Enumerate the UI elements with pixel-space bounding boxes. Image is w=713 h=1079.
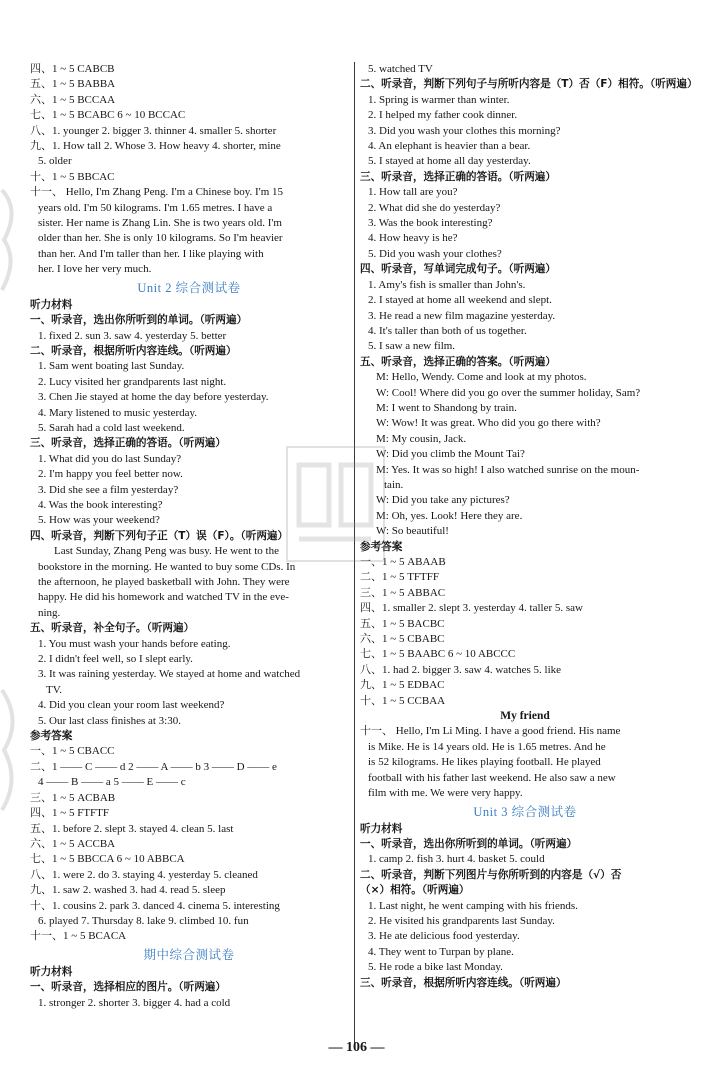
text-line: 四、1 ~ 5 CABCB [30, 63, 115, 75]
text-line: M: Hello, Wendy. Come and look at my photos. [376, 371, 587, 384]
question-heading: 一、听录音，选出你所听到的单词。（听两遍） [360, 837, 578, 850]
question-heading: 参考答案 [360, 540, 403, 553]
text-line: the afternoon, he played basketball with John. They were [38, 576, 290, 588]
text-line: football with his father last weekend. He also saw a new [368, 771, 616, 784]
text-line: 6. played 7. Thursday 8. lake 9. climbed 10. fun [38, 914, 249, 927]
text-line: 1. Spring is warmer than winter. [368, 93, 510, 106]
text-line: 3. He read a new film magazine yesterday. [368, 309, 556, 322]
question-heading: 二、听录音，判断下列图片与你所听到的内容是（√）否 [360, 868, 622, 881]
text-line: 十、1 ~ 5 CCBAA [360, 694, 446, 707]
question-heading: 听力材料 [360, 822, 403, 835]
text-line: 九、1. saw 2. washed 3. had 4. read 5. sleep [30, 884, 226, 897]
question-heading: 一、听录音，选出你所听到的单词。（听两遍） [30, 314, 248, 327]
text-line: 二、1 ~ 5 TFTFF [360, 571, 439, 584]
text-line: 3. Did she see a film yesterday? [38, 483, 179, 496]
text-line: 十一、 Hello, I'm Zhang Peng. I'm a Chinese boy. I'm 15 [30, 186, 283, 199]
text-line: 4. Did you clean your room last weekend? [38, 699, 225, 712]
text-line: 5. watched TV [368, 63, 433, 75]
text-line: 3. It was raining yesterday. We stayed at home and watched [38, 668, 301, 681]
text-line: 3. Was the book interesting? [368, 217, 493, 230]
text-line: 七、1 ~ 5 BBCCA 6 ~ 10 ABBCA [30, 853, 185, 866]
question-heading: 一、听录音，选择相应的图片。（听两遍） [30, 981, 226, 994]
text-line: 一、1 ~ 5 CBACC [30, 745, 115, 758]
text-line: 三、1 ~ 5 ABBAC [360, 586, 446, 599]
text-line: 1. camp 2. fish 3. hurt 4. basket 5. could [368, 853, 545, 866]
text-line: 六、1 ~ 5 CBABC [360, 633, 445, 646]
text-line: 1. You must wash your hands before eating. [38, 637, 231, 650]
text-line: M: Oh, yes. Look! Here they are. [376, 509, 523, 522]
text-line: 二、1 —— C —— d 2 —— A —— b 3 —— D —— e [30, 760, 277, 773]
text-line: 5. Sarah had a cold last weekend. [38, 421, 185, 434]
text-line: 5. I saw a new film. [368, 340, 456, 353]
text-line: ning. [38, 606, 61, 619]
text-line: W: Did you take any pictures? [376, 494, 510, 507]
text-line: Last Sunday, Zhang Peng was busy. He went to the [54, 545, 279, 558]
text-line: 六、1 ~ 5 ACCBA [30, 837, 116, 850]
question-heading: 五、听录音，选择正确的答案。（听两遍） [360, 355, 556, 368]
text-line: W: Wow! It was great. Who did you go there with? [376, 417, 601, 430]
text-line: M: Yes. It was so high! I also watched sunrise on the moun- [376, 463, 640, 476]
text-line: 三、1 ~ 5 ACBAB [30, 791, 116, 804]
text-line: 1. Last night, he went camping with his friends. [368, 899, 578, 912]
text-line: 1. Amy's fish is smaller than John's. [368, 278, 526, 291]
question-heading: 四、听录音，写单词完成句子。（听两遍） [360, 263, 556, 276]
text-line: W: So beautiful! [376, 525, 449, 538]
text-line: 5. How was your weekend? [38, 514, 160, 527]
text-line: 2. He visited his grandparents last Sunday. [368, 914, 555, 927]
left-edge-mark [0, 180, 26, 300]
text-line: older than her. She is only 10 kilograms. So I'm heavier [38, 232, 283, 245]
text-line: TV. [46, 683, 62, 696]
text-line: 2. I'm happy you feel better now. [38, 468, 183, 481]
section-heading: Unit 3 综合测试卷 [473, 804, 577, 819]
text-line: 5. He rode a bike last Monday. [368, 961, 503, 974]
question-heading: 三、听录音，根据所听内容连线。（听两遍） [360, 976, 567, 989]
text-line: years old. I'm 50 kilograms. I'm 1.65 metres. I have a [38, 201, 273, 214]
text-line: 5. Did you wash your clothes? [368, 247, 502, 260]
question-heading: 二、听录音，判断下列句子与所听内容是（T）否（F）相符。（听两遍） [360, 78, 698, 91]
page-number: — 106 — [328, 1040, 385, 1055]
text-line: her. I love her very much. [38, 263, 152, 276]
text-line: 4 —— B —— a 5 —— E —— c [38, 776, 186, 789]
text-line: 四、1 ~ 5 FTFTF [30, 807, 109, 820]
text-line: 4. Mary listened to music yesterday. [38, 406, 198, 419]
text-line: than her. And I'm taller than her. I like playing with [38, 247, 264, 260]
text-line: 八、1. younger 2. bigger 3. thinner 4. smaller 5. shorter [30, 124, 277, 137]
text-line: is 52 kilograms. He likes playing football. He played [368, 756, 601, 769]
question-heading: 五、听录音，补全句子。（听两遍） [30, 622, 195, 635]
question-heading: 二、听录音，根据所听内容连线。（听两遍） [30, 344, 237, 357]
left-edge-mark [0, 680, 26, 820]
text-line: 七、1 ~ 5 BCABC 6 ~ 10 BCCAC [30, 109, 186, 122]
text-line: W: Did you climb the Mount Tai? [376, 448, 525, 461]
text-line: 2. Lucy visited her grandparents last night. [38, 375, 227, 388]
text-line: 3. He ate delicious food yesterday. [368, 930, 520, 943]
text-line: 五、1. before 2. slept 3. stayed 4. clean 5. last [30, 822, 234, 835]
text-line: 2. What did she do yesterday? [368, 201, 501, 214]
question-heading: 四、听录音，判断下列句子正（T）误（F）。（听两遍） [30, 529, 289, 542]
text-line: 4. An elephant is heavier than a bear. [368, 140, 531, 153]
text-line: 1. stronger 2. shorter 3. bigger 4. had a cold [38, 996, 231, 1009]
text-line: 八、1. were 2. do 3. staying 4. yesterday 5. cleaned [30, 868, 258, 881]
text-line: 2. I helped my father cook dinner. [368, 109, 518, 122]
text-line: 十、1. cousins 2. park 3. danced 4. cinema 5. interesting [30, 899, 280, 912]
text-line: 1. fixed 2. sun 3. saw 4. yesterday 5. better [38, 329, 227, 342]
text-line: is Mike. He is 14 years old. He is 1.65 metres. And he [368, 740, 606, 753]
text-line: sister. Her name is Zhang Lin. She is two years old. I'm [38, 217, 282, 230]
text-line: 3. Chen Jie stayed at home the day before yesterday. [38, 391, 269, 404]
text-line: film with me. We were very happy. [368, 787, 523, 800]
text-line: 4. They went to Turpan by plane. [368, 945, 514, 958]
text-line: 八、1. had 2. bigger 3. saw 4. watches 5. like [360, 663, 562, 676]
text-line: 2. I stayed at home all weekend and slept. [368, 294, 552, 307]
essay-title: My friend [500, 710, 550, 723]
question-heading: 听力材料 [30, 965, 73, 978]
text-line: 十、1 ~ 5 BBCAC [30, 170, 115, 183]
text-line: 七、1 ~ 5 BAABC 6 ~ 10 ABCCC [360, 648, 516, 661]
text-line: 五、1 ~ 5 BABBA [30, 78, 116, 91]
text-line: 2. I didn't feel well, so I slept early. [38, 653, 193, 666]
section-heading: Unit 2 综合测试卷 [137, 280, 241, 295]
text-line: happy. He did his homework and watched TV in the eve- [38, 591, 289, 604]
text-line: 十一、1 ~ 5 BCACA [30, 930, 127, 943]
text-line: bookstore in the morning. He wanted to buy some CDs. In [38, 560, 296, 573]
text-line: 1. What did you do last Sunday? [38, 452, 182, 465]
text-line: 4. Was the book interesting? [38, 498, 163, 511]
text-line: M: My cousin, Jack. [376, 432, 467, 445]
question-heading: （×）相符。（听两遍） [360, 884, 470, 897]
text-line: 九、1 ~ 5 EDBAC [360, 679, 445, 692]
text-line: 四、1. smaller 2. slept 3. yesterday 4. taller 5. saw [360, 602, 584, 615]
text-line: 5. Our last class finishes at 3:30. [38, 714, 181, 727]
question-heading: 三、听录音，选择正确的答语。（听两遍） [30, 437, 226, 450]
text-line: W: Cool! Where did you go over the summer holiday, Sam? [376, 386, 641, 399]
question-heading: 三、听录音，选择正确的答语。（听两遍） [360, 170, 556, 183]
text-line: 4. It's taller than both of us together. [368, 324, 527, 337]
text-line: 4. How heavy is he? [368, 232, 458, 245]
text-line: 3. Did you wash your clothes this morning? [368, 124, 561, 137]
text-line: 5. older [38, 155, 72, 168]
text-line: tain. [384, 478, 404, 491]
text-line: 一、1 ~ 5 ABAAB [360, 556, 446, 568]
text-line: 5. I stayed at home all day yesterday. [368, 155, 531, 168]
watermark-logo [283, 443, 388, 565]
section-heading: 期中综合测试卷 [143, 947, 235, 962]
question-heading: 听力材料 [30, 298, 73, 311]
question-heading: 参考答案 [30, 730, 73, 743]
right-column [360, 62, 698, 991]
text-line: 十一、 Hello, I'm Li Ming. I have a good friend. His name [360, 725, 621, 738]
text-line: 1. Sam went boating last Sunday. [38, 360, 185, 373]
text-line: 五、1 ~ 5 BACBC [360, 617, 445, 630]
text-line: 六、1 ~ 5 BCCAA [30, 93, 116, 106]
text-line: M: I went to Shandong by train. [376, 401, 517, 414]
text-line: 1. How tall are you? [368, 186, 458, 199]
text-line: 九、1. How tall 2. Whose 3. How heavy 4. shorter, mine [30, 140, 281, 153]
